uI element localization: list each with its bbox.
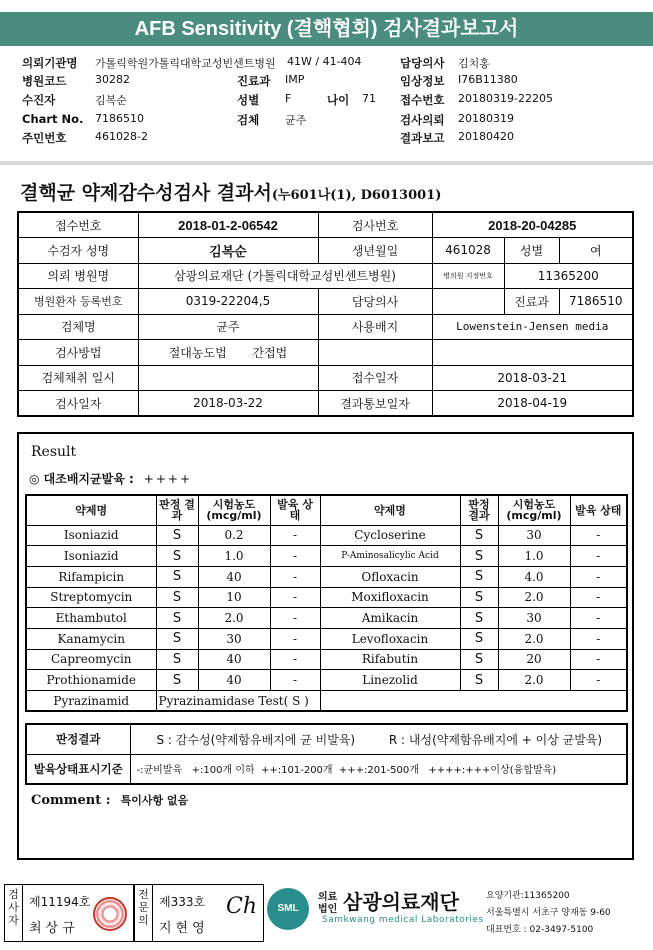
drug-result: S xyxy=(460,525,498,546)
reg-doctor-label: 담당의사 xyxy=(318,289,432,315)
drug-result: S xyxy=(460,608,498,629)
drug-result: S xyxy=(156,546,198,567)
header-conc-left: 시험농도 (mcg/ml) xyxy=(198,495,270,525)
drug-growth: - xyxy=(570,608,627,629)
reg-doctor xyxy=(432,289,504,315)
reg-medium-label: 사용배지 xyxy=(318,314,432,340)
drug-conc: 30 xyxy=(198,628,270,649)
drug-name: Prothionamide xyxy=(26,670,156,691)
drug-row xyxy=(26,670,627,691)
reg-hospital: 삼광의료재단 (가톨릭대학교성빈센트병원) xyxy=(138,263,432,289)
org-code: 요양기관:11365200 xyxy=(486,891,570,901)
requesting-org: 가톨릭학원가톨릭대학교성빈센트병원 xyxy=(95,57,276,70)
reg-dept: 7186510 xyxy=(559,289,633,315)
drug-name: Isoniazid xyxy=(26,546,156,567)
org-english-name: Samkwang medical Laboratories xyxy=(322,915,484,925)
drug-result: S xyxy=(156,566,198,587)
comment-label: Comment : xyxy=(31,793,111,808)
header-drug-right: 약제명 xyxy=(320,495,460,525)
drug-row xyxy=(26,587,627,608)
reg-empty-2 xyxy=(432,340,633,366)
specialist-no: 제333호 xyxy=(159,895,206,909)
sml-logo-icon: SML xyxy=(267,888,309,930)
drug-row xyxy=(26,525,627,546)
subtitle-code: (누601나(1), D6013001) xyxy=(271,188,442,203)
drug-growth: - xyxy=(270,566,320,587)
drug-name: P-Aminosalicylic Acid xyxy=(320,546,460,567)
reg-specimen: 균주 xyxy=(138,314,318,340)
control-growth xyxy=(29,470,192,487)
drug-row xyxy=(26,649,627,670)
legend-judge-r: R : 내성(약제함유배지에 + 이상 균발육) xyxy=(388,732,603,747)
drug-growth: - xyxy=(270,546,320,567)
specialist-name: 지현영 xyxy=(159,921,209,936)
drug-conc: 30 xyxy=(498,608,570,629)
hospital-code-label: 병원코드 xyxy=(22,74,67,88)
drug-conc: 1.0 xyxy=(198,546,270,567)
pza-test: Pyrazinamidase Test( S ) xyxy=(156,691,320,712)
drug-growth: - xyxy=(270,587,320,608)
drug-row xyxy=(26,628,627,649)
drug-row xyxy=(26,608,627,629)
legend-judge-label: 판정결과 xyxy=(26,724,130,754)
drug-name: Amikacin xyxy=(320,608,460,629)
specimen-label: 검체 xyxy=(237,113,260,127)
drug-result: S xyxy=(460,628,498,649)
divider xyxy=(0,161,653,167)
drug-conc: 20 xyxy=(498,649,570,670)
legend-judge xyxy=(130,724,627,754)
drug-name: Linezolid xyxy=(320,670,460,691)
signature: Ch xyxy=(226,894,258,919)
age: 71 xyxy=(362,92,376,105)
drug-growth: - xyxy=(570,649,627,670)
drug-conc: 40 xyxy=(198,649,270,670)
clinical: I76B11380 xyxy=(458,73,518,86)
drug-conc: 2.0 xyxy=(498,587,570,608)
report-title: AFB Sensitivity (결핵협회) 검사결과보고서 xyxy=(0,12,653,46)
request-date: 20180319 xyxy=(458,112,514,125)
reg-patient-reg: 0319-22204,5 xyxy=(138,289,318,315)
drug-growth: - xyxy=(270,670,320,691)
legend-growth: -:균비발육 +:100개 이하 ++:101-200개 +++:201-500개 ++++:+++이상(융합발육) xyxy=(130,754,627,784)
report-date-label: 결과보고 xyxy=(400,131,445,145)
drug-name: Rifabutin xyxy=(320,649,460,670)
result-section xyxy=(17,432,634,860)
drug-result: S xyxy=(156,628,198,649)
reg-dob: 461028 xyxy=(432,238,504,264)
drug-conc: 4.0 xyxy=(498,566,570,587)
drug-row xyxy=(26,566,627,587)
drug-row-pza xyxy=(26,691,627,712)
legend-judge-s: S : 감수성(약제함유배지에 균 비발육) xyxy=(156,732,356,747)
reg-designated-no-label: 병의원 지정번호 xyxy=(432,263,504,289)
pza-empty xyxy=(320,691,627,712)
header-growth-right: 발육 상태 xyxy=(570,495,627,525)
drug-conc: 2.0 xyxy=(498,670,570,691)
reg-specimen-label: 검체명 xyxy=(18,314,138,340)
drug-result: S xyxy=(156,525,198,546)
seal-icon xyxy=(93,897,127,931)
drug-name: Moxifloxacin xyxy=(320,587,460,608)
org-info xyxy=(486,888,611,939)
org-tel: 대표번호 : 02-3497-5100 xyxy=(486,925,594,935)
drug-result: S xyxy=(156,649,198,670)
drug-name: Levofloxacin xyxy=(320,628,460,649)
rrn-label: 주민번호 xyxy=(22,131,67,145)
reg-receipt-no-label: 접수번호 xyxy=(18,212,138,238)
legend-table xyxy=(25,723,628,785)
drug-conc: 1.0 xyxy=(498,546,570,567)
org-type: 의료 법인 xyxy=(318,892,338,915)
document-subtitle xyxy=(20,178,441,205)
drug-name: Ethambutol xyxy=(26,608,156,629)
drug-name: Rifampicin xyxy=(26,566,156,587)
reg-name: 김복순 xyxy=(138,238,318,264)
control-value: ++++ xyxy=(143,472,192,486)
drug-result: S xyxy=(156,670,198,691)
drug-result: S xyxy=(156,608,198,629)
drug-result: S xyxy=(460,670,498,691)
drug-row xyxy=(26,546,627,567)
tester-no: 제11194호 xyxy=(29,895,91,909)
drug-table xyxy=(25,494,628,712)
drug-growth: - xyxy=(570,566,627,587)
legend-growth-label: 발육상태표시기준 xyxy=(26,754,130,784)
sex-label: 성별 xyxy=(237,93,260,107)
drug-growth: - xyxy=(570,628,627,649)
header-conc-right: 시험농도 (mcg/ml) xyxy=(498,495,570,525)
control-label: ◎ 대조배지균발육 : xyxy=(29,472,134,486)
comment xyxy=(31,792,188,808)
chart-no: 7186510 xyxy=(95,112,144,125)
subtitle-main: 결핵균 약제감수성검사 결과서 xyxy=(20,182,272,204)
drug-growth: - xyxy=(270,525,320,546)
reg-collect-date xyxy=(138,365,318,391)
reg-test-date-label: 검사일자 xyxy=(18,391,138,417)
drug-name: Streptomycin xyxy=(26,587,156,608)
reg-dept-label: 진료과 xyxy=(504,289,559,315)
tester-label: 검사자 xyxy=(5,885,23,941)
report-date: 20180420 xyxy=(458,130,514,143)
drug-growth: - xyxy=(270,608,320,629)
specialist-label: 전문의 xyxy=(135,885,153,941)
drug-name: Capreomycin xyxy=(26,649,156,670)
reg-test-no-label: 검사번호 xyxy=(318,212,432,238)
header-growth-left: 발육 상태 xyxy=(270,495,320,525)
drug-growth: - xyxy=(570,587,627,608)
patient: 김복순 xyxy=(95,94,127,107)
reg-test-date: 2018-03-22 xyxy=(138,391,318,417)
chart-label: Chart No. xyxy=(22,112,84,126)
drug-name-pza: Pyrazinamid xyxy=(26,691,156,712)
dept: IMP xyxy=(285,73,305,86)
drug-conc: 2.0 xyxy=(498,628,570,649)
reg-receipt-date: 2018-03-21 xyxy=(432,365,633,391)
reg-method-2: 간접법 xyxy=(252,345,288,360)
reg-method-label: 검사방법 xyxy=(18,340,138,366)
tester-box xyxy=(4,884,134,942)
header-judge-right: 판정 결과 xyxy=(460,495,498,525)
request-date-label: 검사의뢰 xyxy=(400,113,445,127)
reg-empty xyxy=(318,340,432,366)
hospital-code: 30282 xyxy=(95,73,130,86)
tester-name: 최상규 xyxy=(29,921,79,936)
drug-growth: - xyxy=(570,546,627,567)
specimen: 균주 xyxy=(285,114,307,127)
reg-test-no: 2018-20-04285 xyxy=(432,212,633,238)
age-label: 나이 xyxy=(327,93,350,107)
sex: F xyxy=(285,92,292,105)
drug-conc: 10 xyxy=(198,587,270,608)
drug-name: Kanamycin xyxy=(26,628,156,649)
header-judge-left: 판정 결과 xyxy=(156,495,198,525)
drug-conc: 40 xyxy=(198,566,270,587)
dept-label: 진료과 xyxy=(237,74,271,88)
drug-conc: 30 xyxy=(498,525,570,546)
requesting-org-label: 의뢰기관명 xyxy=(22,56,78,70)
reg-collect-date-label: 검체채취 일시 xyxy=(18,365,138,391)
doctor-label: 담당의사 xyxy=(400,56,445,70)
receipt-no: 20180319-22205 xyxy=(458,92,553,105)
drug-name: Cycloserine xyxy=(320,525,460,546)
drug-growth: - xyxy=(570,670,627,691)
drug-result: S xyxy=(156,587,198,608)
reg-receipt-date-label: 접수일자 xyxy=(318,365,432,391)
drug-result: S xyxy=(460,649,498,670)
reg-hospital-label: 의뢰 병원명 xyxy=(18,263,138,289)
reg-name-label: 수검자 성명 xyxy=(18,238,138,264)
reg-designated-no: 11365200 xyxy=(504,263,633,289)
reg-notify-date-label: 결과통보일자 xyxy=(318,391,432,417)
clinical-label: 임상정보 xyxy=(400,74,445,88)
rrn: 461028-2 xyxy=(95,130,148,143)
result-title: Result xyxy=(31,444,77,460)
reg-method-1: 절대농도법 xyxy=(168,345,227,360)
drug-result: S xyxy=(460,587,498,608)
reg-sex: 여 xyxy=(559,238,633,264)
reg-notify-date: 2018-04-19 xyxy=(432,391,633,417)
drug-result: S xyxy=(460,566,498,587)
drug-conc: 0.2 xyxy=(198,525,270,546)
drug-conc: 2.0 xyxy=(198,608,270,629)
registration-table xyxy=(17,211,634,417)
org-address: 서울특별시 서초구 양재동 9-60 xyxy=(486,908,611,918)
drug-growth: - xyxy=(270,649,320,670)
drug-name: Isoniazid xyxy=(26,525,156,546)
reg-method xyxy=(138,340,318,366)
reg-patient-reg-label: 병원환자 등록번호 xyxy=(18,289,138,315)
receipt-no-label: 접수번호 xyxy=(400,93,445,107)
patient-label: 수진자 xyxy=(22,93,56,107)
org-name: 삼광의료재단 xyxy=(343,890,459,914)
comment-value: 특이사항 없음 xyxy=(120,794,189,807)
drug-name: Ofloxacin xyxy=(320,566,460,587)
reg-sex-label: 성별 xyxy=(504,238,559,264)
drug-result: S xyxy=(460,546,498,567)
reg-dob-label: 생년월일 xyxy=(318,238,432,264)
drug-growth: - xyxy=(570,525,627,546)
header-drug-left: 약제명 xyxy=(26,495,156,525)
request-info xyxy=(0,52,653,162)
doctor: 김치홍 xyxy=(458,57,490,70)
drug-conc: 40 xyxy=(198,670,270,691)
drug-growth: - xyxy=(270,628,320,649)
reg-receipt-no: 2018-01-2-06542 xyxy=(138,212,318,238)
ward: 41W / 41-404 xyxy=(287,55,362,68)
reg-medium: Lowenstein-Jensen media xyxy=(432,314,633,340)
footer xyxy=(4,884,650,942)
